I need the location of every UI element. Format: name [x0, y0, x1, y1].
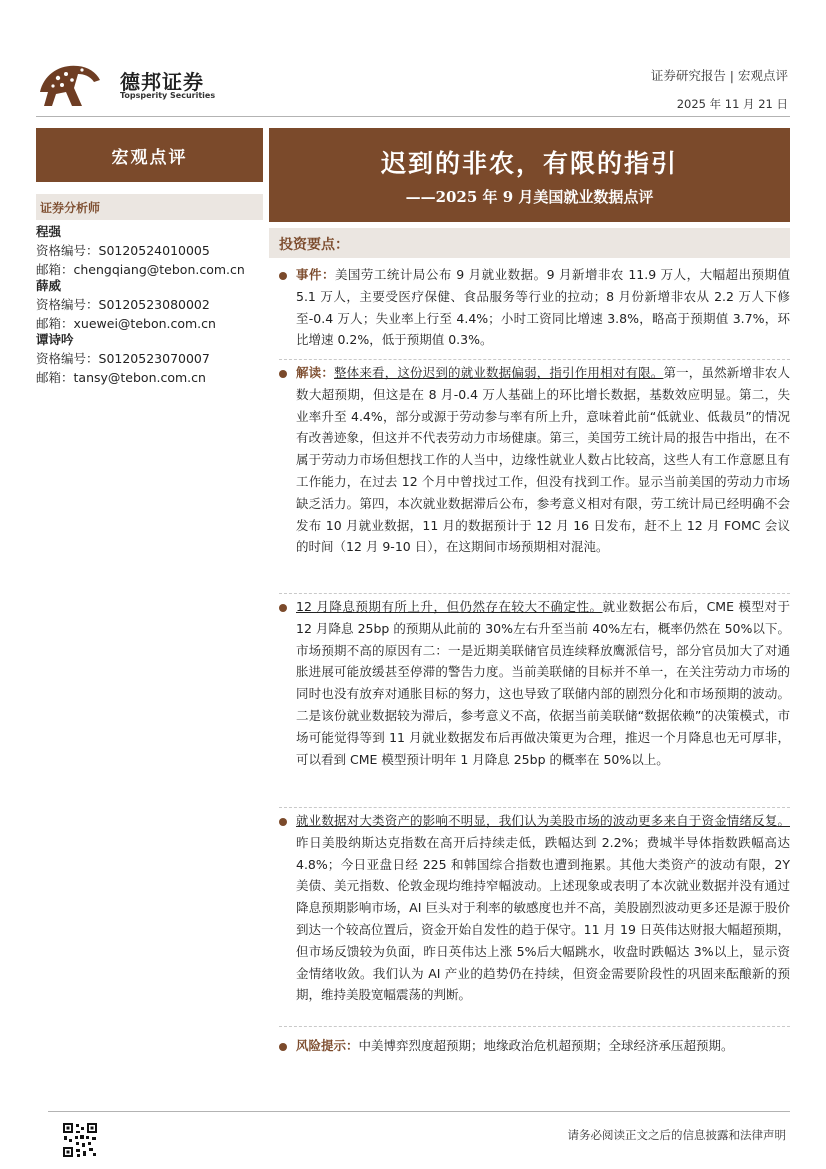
report-title: 迟到的非农，有限的指引: [380, 149, 678, 178]
analyst-heading: 证券分析师: [40, 201, 101, 215]
footer-divider: [48, 1111, 790, 1112]
header-divider: [36, 116, 790, 117]
cert-number: S0120523080002: [98, 297, 210, 312]
analyst-block: [36, 222, 245, 279]
key-points-heading: 投资要点：: [279, 237, 349, 253]
paragraph-divider: [279, 359, 790, 360]
cert-label: 资格编号：: [36, 297, 99, 312]
analyst-name: 谭诗吟: [36, 332, 74, 347]
analyst-heading-band: [36, 194, 263, 220]
paragraph-assets: [296, 810, 790, 1006]
category-box: [36, 128, 263, 182]
assets-lead: 就业数据对大类资产的影响不明显，我们认为美股市场的波动更多来自于资金情绪反复。: [296, 813, 790, 828]
email-label: 邮箱：: [36, 370, 74, 385]
cert-number: S0120523070007: [98, 351, 210, 366]
qr-code-icon: [62, 1122, 98, 1158]
email-label: 邮箱：: [36, 262, 74, 277]
key-points-band: [269, 228, 790, 258]
analyst-block: [36, 276, 216, 333]
paragraph-divider: [279, 807, 790, 808]
paragraph-rate-cut: [296, 596, 790, 770]
category-label: 宏观点评: [111, 147, 188, 168]
rate-cut-lead: 12 月降息预期有所上升，但仍然存在较大不确定性。: [296, 599, 603, 614]
cert-number: S0120524010005: [98, 243, 210, 258]
cert-label: 资格编号：: [36, 351, 99, 366]
analyst-name: 程强: [36, 224, 62, 239]
assets-text: 昨日美股纳斯达克指数在高开后持续走低，跌幅达到 2.2%；费城半导体指数跌幅高达 4.8%；今日亚盘日经 225 和韩国综合指数也遭到拖累。其他大类资产的波动有限，2Y 美债、美元指数、伦敦金现均维持窄幅波动。上述现象或表明了本次就业数据并没有通过降息预期影响市场，AI 巨头对于利率的敏感度也并不高，美股剧烈波动更多还是源于股价到达一个较高位置后，资金开始自发性的趋于保守。11 月 19 日英伟达财报大幅超预期，但市场反馈较为负面，昨日英伟达上涨 5%后大幅跳水，收盘时跌幅达 3%以上，显示资金情绪收敛。我们认为 AI 产业的趋势仍在持续，但资金需要阶段性的巩固来酝酿新的预期，维持美股宽幅震荡的判断。: [296, 834, 790, 1003]
leopard-logo-icon: [38, 58, 102, 114]
interpretation-label: 解读：: [296, 365, 335, 380]
paragraph-event: [296, 264, 790, 351]
cert-label: 资格编号：: [36, 243, 99, 258]
paragraph-divider: [279, 593, 790, 594]
disclaimer-note: 请务必阅读正文之后的信息披露和法律声明: [567, 1128, 786, 1142]
analyst-email[interactable]: xuewei@tebon.com.cn: [73, 316, 216, 331]
analyst-name: 薛威: [36, 278, 62, 293]
email-label: 邮箱：: [36, 316, 74, 331]
brand-name-cn: 德邦证券: [120, 70, 204, 94]
bullet-icon: [279, 1043, 287, 1051]
event-label: 事件：: [296, 267, 335, 282]
interpretation-text: 第一，虽然新增非农人数大超预期，但这是在 8 月-0.4 万人基础上的环比增长数据，基数效应明显。第二，失业率升至 4.4%，部分或源于劳动参与率有所上升，意味着此前“低就业、低裁员”的情况有改善迹象，但这并不代表劳动力市场健康。第三，美国劳工统计局的报告中指出，在不属于劳动力市场但想找工作的人当中，边缘性就业人数占比较高，这些人有工作意愿且有工作能力，在过去 12 个月中曾找过工作，但没有找到工作。显示当前美国的劳动力市场缺乏活力。第四，本次就业数据滞后公布，参考意义相对有限，劳工统计局已经明确不会发布 10 月就业数据，11 月的数据预计于 12 月 16 日发布，赶不上 12 月 FOMC 会议的时间（12 月 9-10 日），在这期间市场预期相对混沌。: [296, 365, 790, 555]
brand-name-en: Topsperity Securities: [120, 91, 216, 100]
risk-label: 风险提示：: [296, 1038, 359, 1053]
event-text: 美国劳工统计局公布 9 月就业数据。9 月新增非农 11.9 万人，大幅超出预期值 5.1 万人，主要受医疗保健、食品服务等行业的拉动；8 月份新增非农从 2.2 万人下修至-0.4 万人；失业率上行至 4.4%；小时工资同比增速 3.8%，略高于预期值 3.7%，环比增速 0.2%，低于预期值 0.3%。: [296, 267, 790, 348]
paragraph-risk: [296, 1035, 790, 1057]
bullet-icon: [279, 272, 287, 280]
document-type: 证券研究报告 | 宏观点评: [650, 68, 788, 83]
bullet-icon: [279, 370, 287, 378]
bullet-icon: [279, 818, 287, 826]
paragraph-divider: [279, 1026, 790, 1027]
risk-text: 中美博弈烈度超预期；地缘政治危机超预期；全球经济承压超预期。: [358, 1038, 734, 1053]
analyst-block: [36, 330, 210, 387]
rate-cut-text: 就业数据公布后，CME 模型对于 12 月降息 25bp 的预期从此前的 30%左右升至当前 40%左右，概率仍然在 50%以下。市场预期不高的原因有二：一是近期美联储官员连续释放鹰派信号，部分官员加大了对通胀进展可能放缓甚至停滞的警告力度。当前美联储的目标并不单一，在关注劳动力市场的同时也没有放弃对通胀目标的努力，这也导致了联储内部的剧烈分化和市场预期的波动。二是该份就业数据较为滞后，参考意义不高，依据当前美联储“数据依赖”的决策模式，市场可能觉得等到 11 月就业数据发布后再做决策更为合理，推迟一个月降息也无可厚非，可以看到 CME 模型预计明年 1 月降息 25bp 的概率在 50%以上。: [296, 599, 790, 767]
paragraph-interpretation: [296, 362, 790, 558]
report-subtitle: ——2025 年 9 月美国就业数据点评: [405, 188, 654, 206]
report-date: 2025 年 11 月 21 日: [676, 97, 788, 111]
title-banner: [269, 128, 790, 222]
analyst-email[interactable]: tansy@tebon.com.cn: [73, 370, 206, 385]
interpretation-lead: 整体来看，这份迟到的就业数据偏弱，指引作用相对有限。: [334, 365, 664, 380]
bullet-icon: [279, 604, 287, 612]
analyst-email[interactable]: chengqiang@tebon.com.cn: [73, 262, 245, 277]
